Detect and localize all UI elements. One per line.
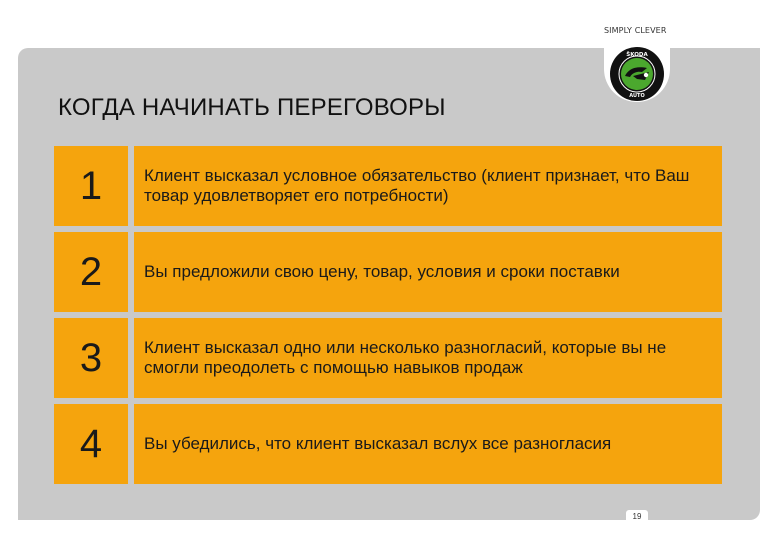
list-item [54,404,722,484]
item-number: 4 [54,404,128,484]
skoda-logo [609,46,665,102]
page-number: 19 [626,510,648,524]
list-item [54,146,722,226]
list-item [54,232,722,312]
item-number: 3 [54,318,128,398]
brand-tagline: SIMPLY CLEVER [604,26,667,35]
item-number: 1 [54,146,128,226]
logo-top-text: ŠKODA [626,52,648,58]
item-text: Вы убедились, что клиент высказал вслух все разногласия [134,404,722,484]
list-item [54,318,722,398]
item-text: Клиент высказал одно или несколько разногласий, которые вы не смогли преодолеть с помощью навыков продаж [134,318,722,398]
slide-title: КОГДА НАЧИНАТЬ ПЕРЕГОВОРЫ [58,94,446,121]
item-text: Клиент высказал условное обязательство (клиент признает, что Ваш товар удовлетворяет его потребности) [134,146,722,226]
item-number: 2 [54,232,128,312]
item-text: Вы предложили свою цену, товар, условия и сроки поставки [134,232,722,312]
logo-bottom-text: AUTO [629,93,645,99]
